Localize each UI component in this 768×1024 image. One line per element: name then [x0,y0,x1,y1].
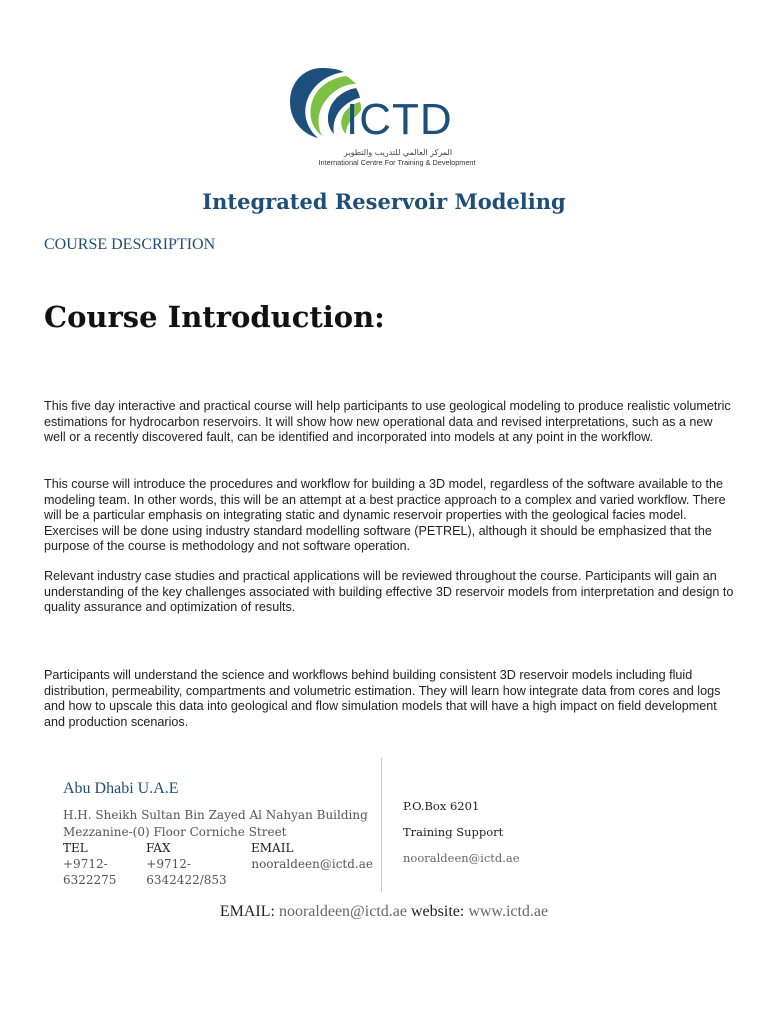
email-label: EMAIL [251,841,294,855]
paragraph-2: This course will introduce the procedures and workflow for building a 3D model, regardless of the software available to the modeling team. In other words, this will be an attempt at a best practice approach to a complex and varied workflow. There will be a particular emphasis on integrating static and dynamic reservoir properties with the geological facies model. Exercises will be done using industry standard modelling software (PETREL), although it should be emphasized that the purpose of the course is methodology and not software operation. [44,477,726,554]
document-title: Integrated Reservoir Modeling [202,189,566,214]
contact-values [63,856,373,888]
address-line-2: Mezzanine-(0) Floor Corniche Street [63,824,287,839]
fax-value: +9712-6342422/853 [146,857,227,887]
footer-address-block [63,780,373,888]
paragraph-4: Participants will understand the science and workflows behind building consistent 3D reservoir models including fluid distribution, permeability, compartments and volumetric estimation. They will learn how integrate data from cores and logs and how to upscale this data into geological and flow simulation models that will have a high impact on field development and production scenarios. [44,668,721,729]
address-line-1: H.H. Sheikh Sultan Bin Zayed Al Nahyan Building [63,808,368,822]
footer-city: Abu Dhabi U.A.E [63,780,179,797]
tel-value: +9712-6322275 [63,857,117,887]
bottom-website-link[interactable]: www.ictd.ae [468,903,549,920]
bottom-contact-line [0,903,768,921]
bottom-email-label: EMAIL: [219,903,275,920]
email-value[interactable]: nooraldeen@ictd.ae [251,857,373,871]
intro-heading: Course Introduction: [44,300,385,334]
support-email[interactable]: nooraldeen@ictd.ae [403,851,520,865]
footer-divider [381,758,382,892]
bottom-email-link[interactable]: nooraldeen@ictd.ae [278,903,407,920]
paragraph-1: This five day interactive and practical course will help participants to use geological modeling to produce realistic volumetric estimations for hydrocarbon reservoirs. It will show how new operational data and revised interpretations, such as a new well or a recently discovered fault, can be identified and incorporated into models at any point in the workflow. [44,399,731,445]
section-label: COURSE DESCRIPTION [44,236,216,253]
support-label: Training Support [403,825,504,839]
fax-label: FAX [146,841,171,855]
ictd-logo [286,64,486,172]
tel-label: TEL [63,841,88,855]
bottom-website-label: website: [410,903,465,920]
logo-arabic-name: المركز العالمي للتدريب والتطوير [343,148,453,157]
logo-wordmark: ICTD [346,95,453,144]
contact-labels [63,840,373,856]
footer-support-block [403,799,520,877]
po-box: P.O.Box 6201 [403,799,480,813]
paragraph-3: Relevant industry case studies and practical applications will be reviewed throughout the course. Participants will gain an understanding of the key challenges associated with building effective 3D reservoir models from interpretation and design to quality assurance and optimization of results. [44,569,734,615]
logo-subtitle: International Centre For Training & Development [318,158,476,167]
